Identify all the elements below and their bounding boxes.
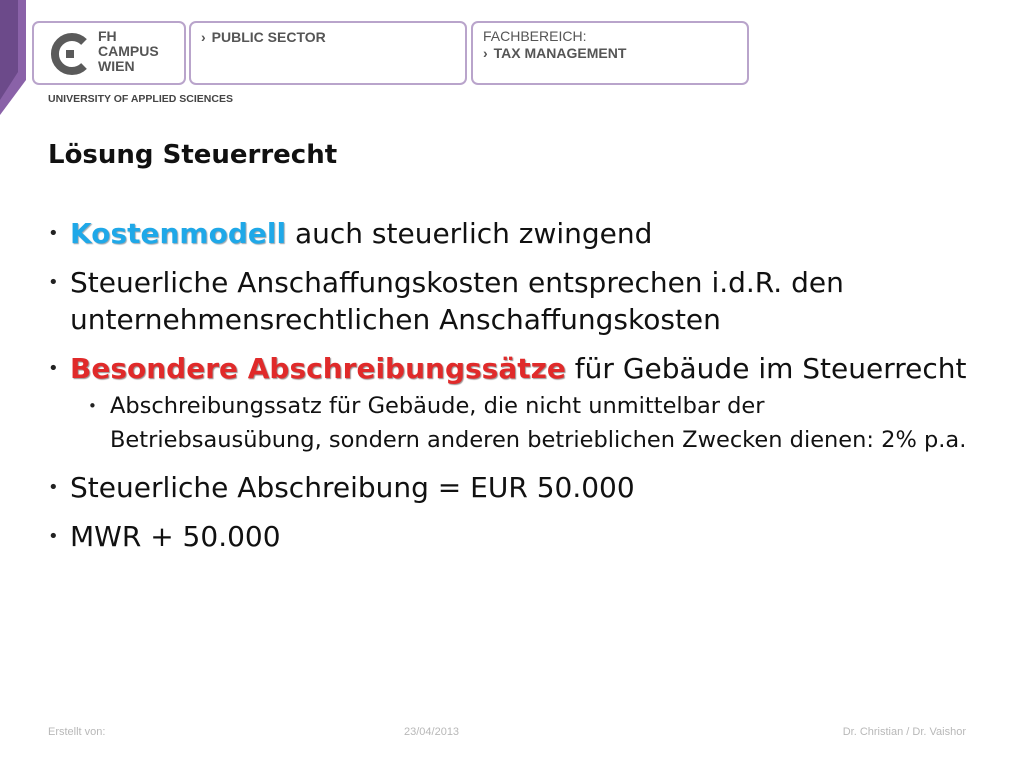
bullet-icon: • (48, 358, 59, 379)
chevron-right-icon: › (483, 45, 488, 61)
footer-date: 23/04/2013 (404, 726, 460, 738)
public-sector-label: PUBLIC SECTOR (211, 29, 326, 45)
bullet-icon: • (88, 397, 97, 415)
footer-author-label: Erstellt von: (48, 726, 106, 738)
bullet-item (48, 264, 978, 338)
bullet-item (48, 350, 978, 457)
bullet-icon: • (48, 477, 59, 498)
university-subtitle: UNIVERSITY OF APPLIED SCIENCES (48, 93, 233, 105)
corner-accent (0, 0, 26, 115)
bullet-text: Steuerliche Anschaffungskosten entsprechen i.d.R. den unternehmensrechtlichen Anschaffungskosten (70, 266, 844, 336)
slide-title: Lösung Steuerrecht (48, 140, 338, 170)
chevron-right-icon: › (201, 29, 206, 45)
logo-box[interactable] (32, 21, 186, 85)
bullet-text: Steuerliche Abschreibung = EUR 50.000 (70, 471, 635, 504)
bullet-icon: • (48, 223, 59, 244)
sub-bullet-text: Abschreibungssatz für Gebäude, die nicht unmittelbar der Betriebsausübung, sondern anderen betrieblichen Zwecken dienen: 2% p.a. (110, 393, 967, 453)
bullet-text: für Gebäude im Steuerrecht (565, 352, 967, 385)
fachbereich-label: TAX MANAGEMENT (493, 45, 627, 61)
public-sector-button[interactable] (189, 21, 467, 85)
bullet-item (48, 215, 978, 252)
logo-text: FH CAMPUS WIEN (98, 28, 159, 74)
bullet-icon: • (48, 526, 59, 547)
fachbereich-button[interactable] (471, 21, 749, 85)
bullet-item (48, 518, 978, 555)
bullet-list (48, 215, 978, 567)
fh-campus-logo-icon (48, 32, 92, 76)
bullet-text: auch steuerlich zwingend (286, 217, 653, 250)
highlight-term: Kostenmodell (70, 217, 287, 250)
bullet-item (48, 469, 978, 506)
fachbereich-prefix: FACHBEREICH: (483, 28, 587, 44)
highlight-term: Besondere Abschreibungssätze (70, 352, 566, 385)
bullet-icon: • (48, 272, 59, 293)
sub-bullet-item (80, 389, 978, 457)
bullet-text: MWR + 50.000 (70, 520, 281, 553)
sub-bullet-list (70, 389, 978, 457)
footer-authors: Dr. Christian / Dr. Vaishor (842, 726, 966, 738)
